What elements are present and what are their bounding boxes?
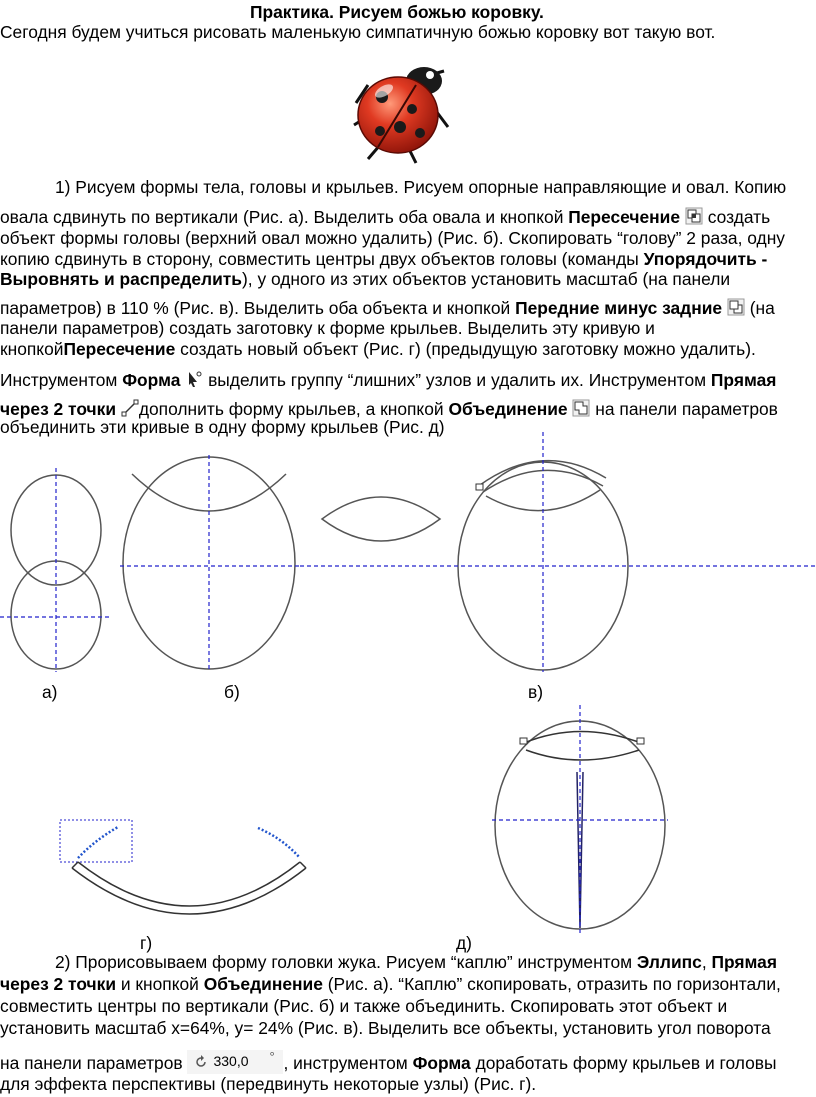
step2-line5	[0, 1050, 816, 1074]
wings-top-inner	[526, 750, 639, 760]
weld-term: Объединение	[448, 399, 568, 419]
step2-line3: совместить центры по вертикали (Рис. б) и также объединить. Скопировать этот объект и	[0, 996, 728, 1016]
step2-line2	[0, 976, 816, 993]
caption-a: а)	[42, 682, 58, 702]
weld-term: Объединение	[203, 974, 323, 994]
page-title: Практика. Рисуем божью коровку.	[250, 2, 544, 22]
step1-line7: панели параметров) создать заготовку к форме крыльев. Выделить эту кривую и	[0, 318, 655, 338]
line-term: через 2 точки	[0, 974, 117, 994]
step1-text: дополнить форму крыльев, а кнопкой	[138, 399, 449, 419]
step2-text: доработать форму крыльев и головы	[470, 1053, 777, 1073]
step1-line11: объединить эти кривые в одну форму крыльев (Рис. д)	[0, 417, 445, 437]
intersect-term: Пересечение	[63, 339, 176, 359]
back-minus-front-term: Передние минус задние	[515, 298, 723, 318]
rotation-unit: °	[269, 1049, 275, 1064]
arrange-term: Упорядочить -	[643, 249, 768, 269]
line-term: Прямая	[711, 952, 777, 972]
ellipse-term: Эллипс	[636, 952, 702, 972]
step2-line4: установить масштаб x=64%, y= 24% (Рис. в). Выделить все объекты, установить угол поворота	[0, 1018, 771, 1038]
selected-nodes-left	[78, 827, 118, 858]
caption-v: в)	[528, 682, 544, 702]
wing-blank-inner	[78, 862, 300, 906]
step1-text: параметров) в 110 % (Рис. в). Выделить оба объекта и кнопкой	[0, 298, 516, 318]
step2-text: 2) Прорисовываем форму головки жука. Рисуем “каплю” инструментом	[55, 952, 637, 972]
step1-text: кнопкой	[0, 339, 64, 359]
align-term: Выровнять и распределить	[0, 269, 242, 289]
step1-text: выделить группу “лишних” узлов и удалить их. Инструментом	[208, 370, 711, 390]
step1-line3: объект формы головы (верхний овал можно удалить) (Рис. б). Скопировать “голову” 2 раза, одну	[0, 228, 786, 248]
selected-nodes-right	[258, 828, 300, 858]
step1-text: овала сдвинуть по вертикали (Рис. а). Выделить оба овала и кнопкой	[0, 207, 569, 227]
caption-b: б)	[224, 682, 240, 702]
rotation-value[interactable]: 330,0	[213, 1053, 249, 1069]
step2-text: на панели параметров	[0, 1053, 183, 1073]
rotation-field[interactable]	[187, 1050, 283, 1074]
wings-top-outer	[524, 732, 641, 744]
shape-term: Форма	[412, 1053, 471, 1073]
intro-text: Сегодня будем учиться рисовать маленькую симпатичную божью коровку вот такую вот.	[0, 22, 716, 42]
step2-text: ,	[701, 952, 712, 972]
step1-text: Инструментом	[0, 370, 123, 390]
shape-term: Форма	[122, 370, 181, 390]
step1-line1: 1) Рисуем формы тела, головы и крыльев. Рисуем опорные направляющие и овал. Копию	[55, 177, 787, 197]
step1-text: (на	[749, 298, 775, 318]
caption-d: д)	[456, 933, 472, 953]
step2-line6: для эффекта перспективы (передвинуть некоторые узлы) (Рис. г).	[0, 1074, 537, 1094]
line-term: через 2 точки	[0, 399, 117, 419]
caption-g: г)	[140, 933, 153, 953]
step1-text: на панели параметров	[595, 399, 778, 419]
step1-text: ), у одного из этих объектов установить масштаб (на панели	[241, 269, 731, 289]
line-term: Прямая	[710, 370, 777, 390]
step2-text: , инструментом	[283, 1053, 413, 1073]
step1-text: копию сдвинуть в сторону, совместить центры двух объектов головы (команды	[0, 249, 644, 269]
step1-text: создать новый объект (Рис. г) (предыдущую заготовку можно удалить).	[175, 339, 756, 359]
step2-line1	[55, 954, 777, 971]
step2-text: (Рис. а). “Каплю” скопировать, отразить по горизонтали,	[322, 974, 781, 994]
wing-blank-outer	[72, 868, 306, 914]
step1-text: создать	[707, 207, 771, 227]
rotate-icon	[193, 1054, 209, 1070]
step2-text: и кнопкой	[116, 974, 204, 994]
intersect-term: Пересечение	[568, 207, 681, 227]
